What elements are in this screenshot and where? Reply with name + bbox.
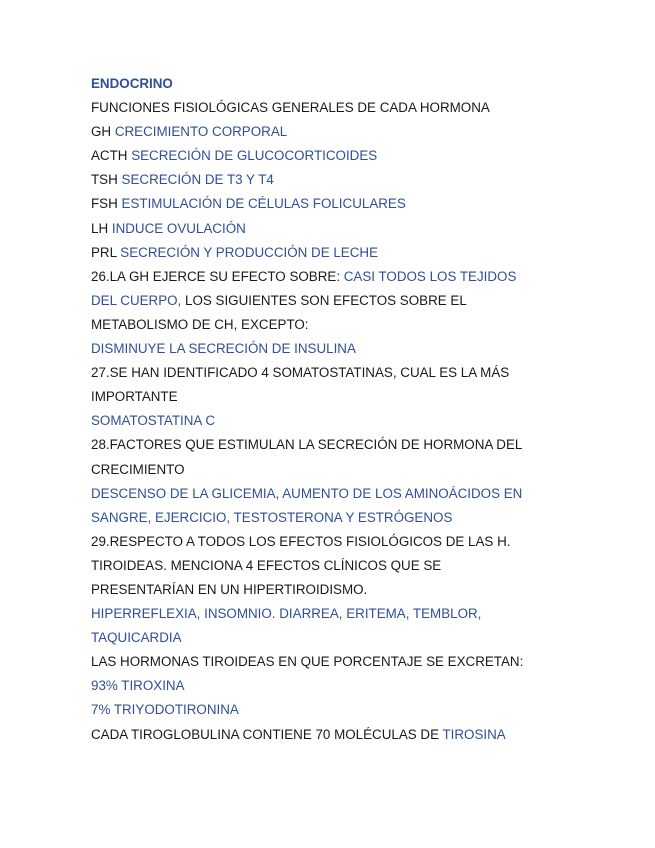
- hormone-code: PRL: [91, 244, 117, 260]
- hormone-code: GH: [91, 124, 112, 140]
- answer-28-line-2: SANGRE, EJERCICIO, TESTOSTERONA Y ESTRÓGENOS: [91, 509, 453, 525]
- hormone-row-tsh: [91, 168, 561, 192]
- question-29-line-2: TIROIDEAS. MENCIONA 4 EFECTOS CLÍNICOS QUE SE: [91, 557, 442, 573]
- question-28-line-2: CRECIMIENTO: [91, 461, 185, 477]
- question-27-line-2: IMPORTANTE: [91, 389, 178, 405]
- answer-28-line-1: DESCENSO DE LA GLICEMIA, AUMENTO DE LOS AMINOÁCIDOS EN: [91, 485, 523, 501]
- answer-29-line-2: TAQUICARDIA: [91, 630, 182, 646]
- hormone-function: ESTIMULACIÓN DE CÉLULAS FOLICULARES: [121, 196, 406, 212]
- hormone-code: TSH: [91, 172, 118, 188]
- hormone-function: SECRECIÓN Y PRODUCCIÓN DE LECHE: [120, 244, 378, 260]
- hormone-function: SECRECIÓN DE T3 Y T4: [121, 172, 274, 188]
- excretion-answer-2: 7% TRIYODOTIRONINA: [91, 702, 239, 718]
- section-heading: FUNCIONES FISIOLÓGICAS GENERALES DE CADA HORMONA: [91, 100, 490, 116]
- answer-text: DEL CUERPO,: [91, 292, 182, 308]
- question-26-line-2: [91, 289, 561, 313]
- question-text: CADA TIROGLOBULINA CONTIENE 70 MOLÉCULAS DE: [91, 726, 443, 742]
- answer-29-line-1: HIPERREFLEXIA, INSOMNIO. DIARREA, ERITEMA, TEMBLOR,: [91, 606, 482, 622]
- hormone-row-gh: [91, 120, 561, 144]
- question-26-line-1: [91, 265, 561, 289]
- hormone-code: FSH: [91, 196, 118, 212]
- hormone-row-prl: [91, 241, 561, 265]
- hormone-row-fsh: [91, 192, 561, 216]
- excretion-answer-1: 93% TIROXINA: [91, 678, 185, 694]
- hormone-code: LH: [91, 220, 109, 236]
- thyroglobulin-line: [91, 723, 561, 747]
- question-29-line-3: PRESENTARÍAN EN UN HIPERTIROIDISMO.: [91, 581, 368, 597]
- answer-27: SOMATOSTATINA C: [91, 413, 215, 429]
- answer-26: DISMINUYE LA SECRECIÓN DE INSULINA: [91, 341, 356, 357]
- document-title: ENDOCRINO: [91, 76, 173, 91]
- question-29-line-1: 29.RESPECTO A TODOS LOS EFECTOS FISIOLÓGICOS DE LAS H.: [91, 533, 511, 549]
- hormone-function: CRECIMIENTO CORPORAL: [114, 124, 288, 140]
- document-page: [91, 72, 561, 747]
- excretion-question: LAS HORMONAS TIROIDEAS EN QUE PORCENTAJE SE EXCRETAN:: [91, 654, 524, 670]
- hormone-row-lh: [91, 217, 561, 241]
- hormone-row-acth: [91, 144, 561, 168]
- question-text: 26.LA GH EJERCE SU EFECTO SOBRE:: [91, 268, 344, 284]
- hormone-code: ACTH: [91, 148, 128, 164]
- question-27-line-1: 27.SE HAN IDENTIFICADO 4 SOMATOSTATINAS, CUAL ES LA MÁS: [91, 365, 510, 381]
- question-28-line-1: 28.FACTORES QUE ESTIMULAN LA SECRECIÓN DE HORMONA DEL: [91, 437, 523, 453]
- hormone-function: SECRECIÓN DE GLUCOCORTICOIDES: [131, 148, 378, 164]
- answer-text: TIROSINA: [442, 726, 506, 742]
- question-text: LOS SIGUIENTES SON EFECTOS SOBRE EL: [181, 292, 467, 308]
- answer-text: CASI TODOS LOS TEJIDOS: [343, 268, 517, 284]
- hormone-function: INDUCE OVULACIÓN: [111, 220, 246, 236]
- question-26-line-3: METABOLISMO DE CH, EXCEPTO:: [91, 316, 309, 332]
